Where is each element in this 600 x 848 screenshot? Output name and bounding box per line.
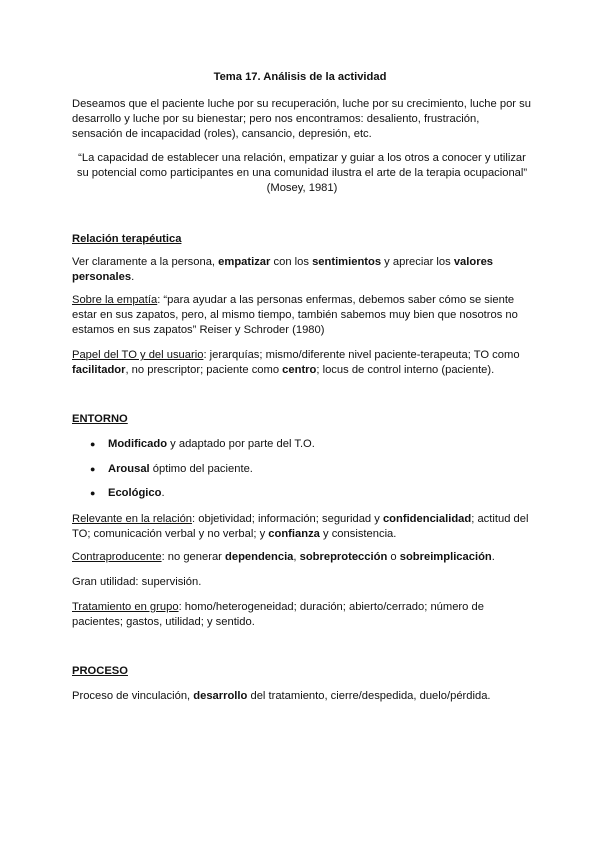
bold-run: empatizar (218, 256, 271, 268)
text-run: con los (270, 256, 313, 268)
empatia-label: Sobre la empatía (72, 294, 158, 306)
text-run: o (387, 551, 400, 563)
contra-paragraph (72, 550, 532, 565)
text-run: : no generar (161, 551, 226, 563)
text-run: del tratamiento, cierre/despedida, duelo/pérdida. (247, 690, 491, 702)
bold-run: centro (282, 364, 317, 376)
bold-run: Arousal (108, 463, 150, 475)
bold-run: confianza (268, 528, 320, 540)
list-item (72, 437, 532, 452)
contra-label: Contraproducente (72, 551, 162, 563)
page-title: Tema 17. Análisis de la actividad (213, 71, 387, 83)
relevante-paragraph (72, 512, 532, 542)
bold-run: dependencia (225, 551, 294, 563)
text-run: . (131, 271, 135, 283)
empatia-paragraph (72, 293, 532, 338)
section-heading-proceso: PROCESO (72, 665, 128, 677)
relacion-paragraph (72, 255, 532, 285)
text-run: y consistencia. (319, 528, 397, 540)
relevante-label: Relevante en la relación (72, 513, 193, 525)
text-run: óptimo del paciente. (149, 463, 253, 475)
quote-block (72, 151, 532, 196)
section-heading-entorno: ENTORNO (72, 413, 128, 425)
entorno-list (72, 437, 532, 501)
list-item (72, 486, 532, 501)
intro-paragraph: Deseamos que el paciente luche por su recuperación, luche por su crecimiento, luche por su desarrollo y luche por su bienestar; pero nos encontramos: desaliento, frustración, sensación de incapacidad (roles), cansancio, depresión, etc. (72, 98, 531, 140)
text-run: y apreciar los (381, 256, 454, 268)
text-run: . (491, 551, 495, 563)
section-heading-relacion: Relación terapéutica (72, 233, 182, 245)
utilidad-paragraph: Gran utilidad: supervisión. (72, 576, 202, 588)
quote-citation: (Mosey, 1981) (266, 182, 338, 194)
bold-run: valores personales (72, 256, 494, 283)
text-run: ; actitud del TO; comunicación verbal y no verbal; y (72, 513, 529, 540)
bold-run: Modificado (108, 438, 168, 450)
text-run: Ver claramente a la persona, (72, 256, 219, 268)
papel-paragraph (72, 348, 532, 378)
grupo-label: Tratamiento en grupo (72, 601, 179, 613)
bold-run: facilitador (72, 364, 126, 376)
text-run: , (293, 551, 300, 563)
bold-run: confidencialidad (382, 513, 472, 525)
empatia-text: : “para ayudar a las personas enfermas, debemos saber cómo se siente estar en sus zapatos, pero, al mismo tiempo, también sabemos muy bien que nosotros no estamos en sus zapatos” Reiser y Schroder (1980) (72, 294, 518, 336)
bold-run: sentimientos (312, 256, 382, 268)
text-run: ; locus de control interno (paciente). (316, 364, 495, 376)
text-run: . (161, 487, 165, 499)
text-run: y adaptado por parte del T.O. (167, 438, 315, 450)
papel-label: Papel del TO y del usuario (72, 349, 204, 361)
text-run: : jerarquías; mismo/diferente nivel paciente-terapeuta; TO como (203, 349, 520, 361)
quote-text: “La capacidad de establecer una relación, empatizar y guiar a los otros a conocer y utilizar su potencial como participantes en una comunidad ilustra el arte de la terapia ocupacional” (76, 152, 528, 179)
grupo-paragraph (72, 600, 532, 630)
bold-run: sobreprotección (299, 551, 388, 563)
bold-run: desarrollo (193, 690, 248, 702)
grupo-text: : homo/heterogeneidad; duración; abierto/cerrado; número de pacientes; gastos, utilidad; y sentido. (72, 601, 484, 628)
bold-run: sobreimplicación (399, 551, 492, 563)
proceso-paragraph (72, 689, 532, 704)
text-run: : objetividad; información; seguridad y (192, 513, 383, 525)
text-run: , no prescriptor; paciente como (125, 364, 283, 376)
list-item (72, 462, 532, 477)
text-run: Proceso de vinculación, (72, 690, 194, 702)
bold-run: Ecológico (108, 487, 162, 499)
